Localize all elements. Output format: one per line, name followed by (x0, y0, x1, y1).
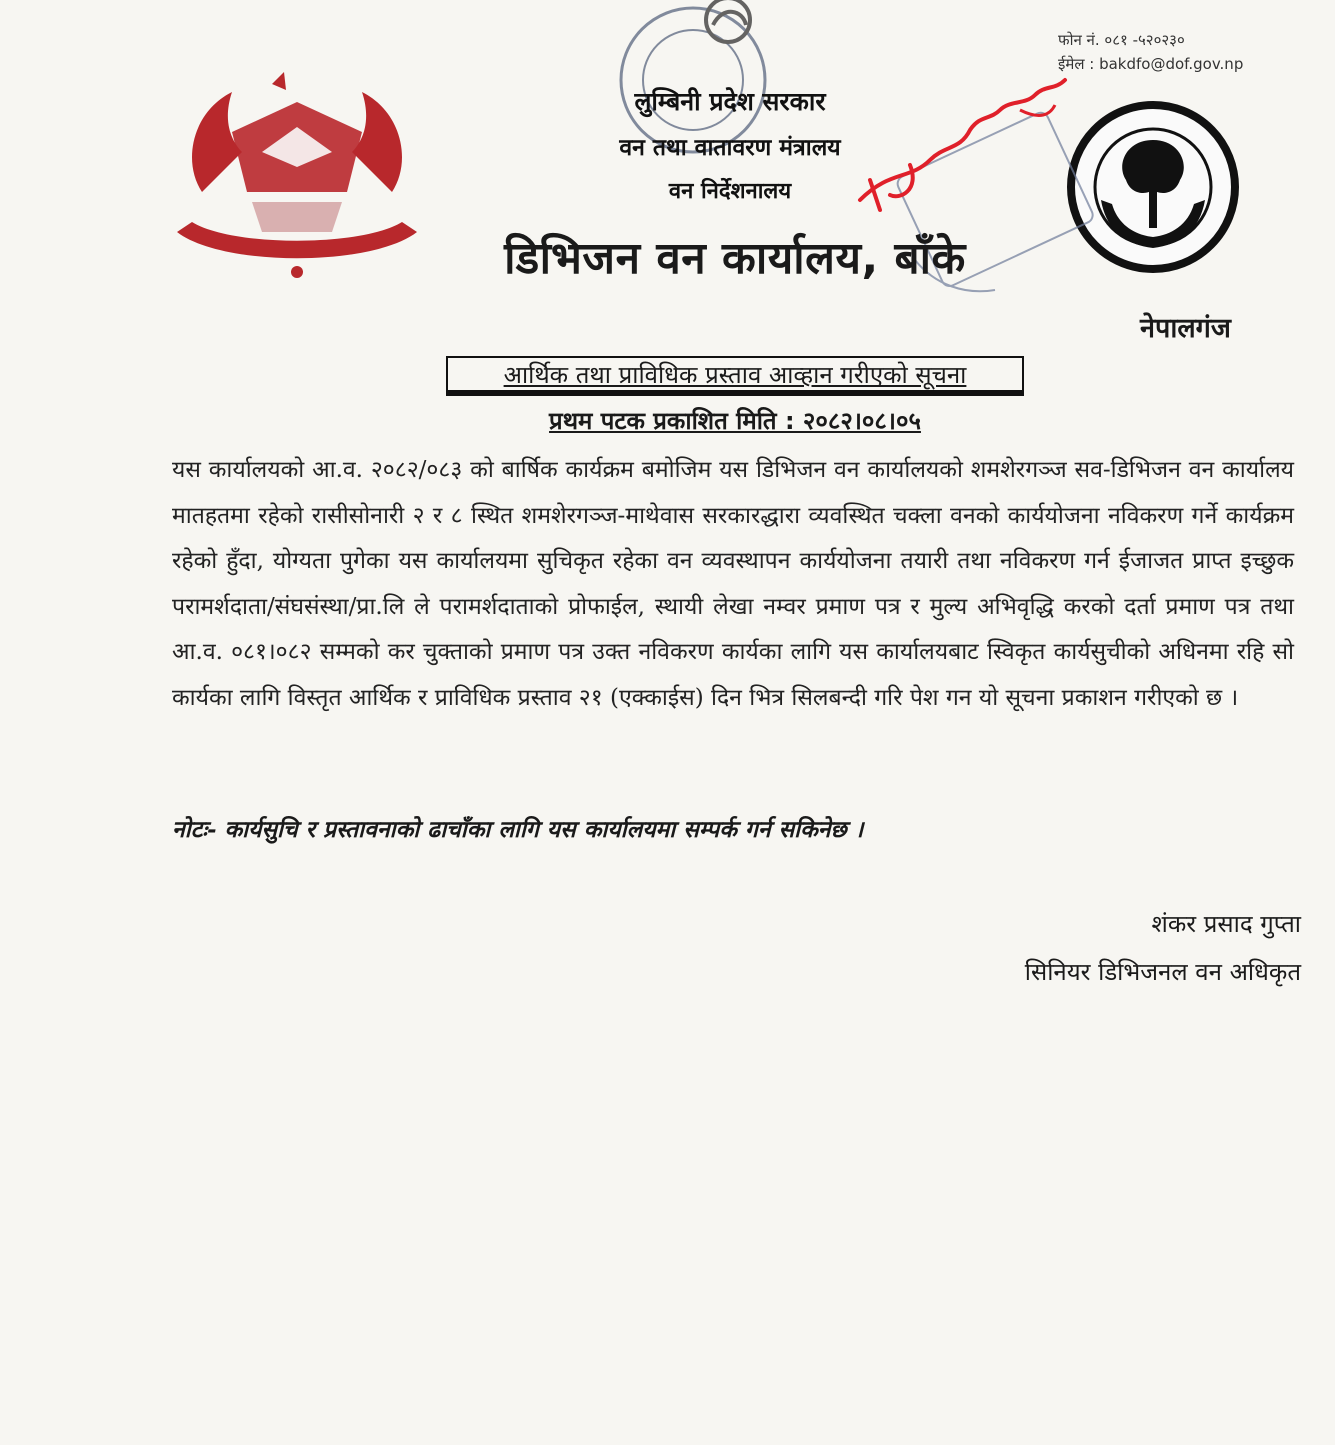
phone-number: फोन नं. ०८१ -५२०२३० (1058, 31, 1185, 49)
signature-block (1025, 900, 1301, 996)
directorate-name: वन निर्देशनालय (668, 179, 792, 204)
published-date: प्रथम पटक प्रकाशित मिति : २०८२।०८।०५ (549, 407, 921, 435)
signer-name: शंकर प्रसाद गुप्ता (1151, 910, 1301, 938)
province-government: लुम्बिनी प्रदेश सरकार (634, 87, 826, 116)
city-name: नेपालगंज (1140, 313, 1231, 344)
office-name: डिभिजन वन कार्यालय, बाँके (504, 233, 966, 284)
contact-info (1058, 28, 1243, 76)
notice-title: आर्थिक तथा प्राविधिक प्रस्ताव आव्हान गरीएको सूचना (446, 356, 1024, 396)
nepal-emblem-icon (172, 72, 422, 282)
email-address: ईमेल : bakdfo@dof.gov.np (1058, 55, 1244, 73)
notice-note: नोटः- कार्यसुचि र प्रस्तावनाको ढाचाँका लागि यस कार्यालयमा सम्पर्क गर्न सकिनेछ । (172, 816, 864, 843)
signer-designation: सिनियर डिभिजनल वन अधिकृत (1024, 958, 1301, 986)
ministry-name: वन तथा वातावरण मंत्रालय (619, 135, 841, 161)
notice-body: यस कार्यालयको आ.व. २०८२/०८३ को बार्षिक कार्यक्रम बमोजिम यस डिभिजन वन कार्यालयको शमशेरगञ्ज सव-डिभिजन वन कार्यालय मातहतमा रहेको रासीसोनारी २ र ८ स्थित शमशेरगञ्ज-माथेवास सरकारद्धारा व्यवस्थित चक्ला वनको कार्ययोजना नविकरण गर्ने कार्यक्रम रहेको हुँदा, योग्यता पुगेका यस कार्यालयमा सुचिकृत रहेका वन व्यवस्थापन कार्ययोजना तयारी तथा नविकरण गर्न ईजाजत प्राप्त इच्छुक परामर्शदाता/संघसंस्था/प्रा.लि ले परामर्शदाताको प्रोफाईल, स्थायी लेखा नम्वर प्रमाण पत्र र मुल्य अभिवृद्धि करको दर्ता प्रमाण पत्र तथा आ.व. ०८१।०८२ सम्मको कर चुक्ताको प्रमाण पत्र उक्त नविकरण कार्यका लागि यस कार्यालयबाट स्विकृत कार्यसुचीको अधिनमा रहि सो कार्यका लागि विस्तृत आर्थिक र प्राविधिक प्रस्ताव २१ (एक्काईस) दिन भित्र सिलबन्दी गरि पेश गन यो सूचना प्रकाशन गरीएको छ । (172, 457, 1294, 711)
